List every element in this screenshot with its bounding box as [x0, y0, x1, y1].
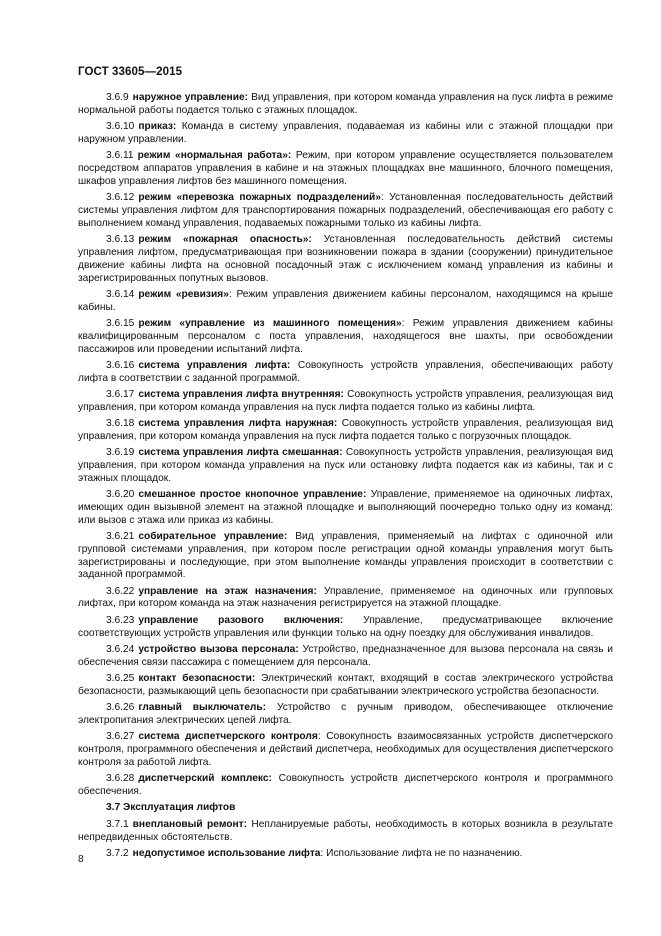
definition-text: Управление, применяемое на одиночных лифтах, имеющих один вызывной элемент на этажной площадке и выполняющий поочередно только одну из команд: или вызов с этажа или приказ из кабины. [78, 488, 613, 526]
definitions-group-3-7 [78, 819, 613, 861]
definition-text: : Режим управления движением кабины персоналом, находящимся на крыше кабины. [78, 288, 613, 313]
definition-text: Вид управления, применяемый на лифтах с одиночной или групповой системами управления, при котором после регистрации одной команды управления могут быть зарегистрированы и последующие, при этом выполнение команды управления происходит в соответствии с заданной программой. [78, 530, 613, 581]
definition-text: Режим, при котором управление осуществляется пользователем посредством аппаратов управления в кабине и на этажных площадках вне машинного, блочного помещения, шкафов управления лифтов без машинного помещения. [78, 150, 614, 187]
clause-number: 3.6.13 [106, 234, 135, 245]
defined-term: система управления лифта: [138, 359, 291, 371]
defined-term: управление разового включения: [138, 614, 344, 626]
clause-number: 3.6.16 [106, 359, 135, 371]
defined-term: устройство вызова персонала: [138, 643, 299, 655]
definition-text: Устройство, предназначенное для вызова персонала на связь и обеспечения связи пассажира с помещением для персонала. [78, 643, 613, 668]
clause-number: 3.6.17 [106, 388, 135, 400]
defined-term: система управления лифта смешанная: [138, 447, 343, 458]
definition-paragraph [78, 192, 613, 231]
definition-paragraph [78, 234, 613, 285]
definition-paragraph [78, 318, 613, 357]
definition-paragraph [78, 702, 613, 728]
defined-term: режим «ревизия» [138, 288, 229, 300]
clause-number: 3.6.23 [106, 614, 135, 626]
definition-text: : Совокупность взаимосвязанных устройств диспетчерского контроля, программного обеспечения и действий диспетчера, необходимых для осуществления диспетчерского контроля за работой лифта. [78, 731, 613, 768]
definition-text: Электрический контакт, входящий в состав электрического устройства безопасности, размыкающий цепь безопасности при срабатывании электрического устройства безопасности. [78, 672, 613, 697]
defined-term: собирательное управление: [138, 530, 288, 542]
defined-term: недопустимое использование лифта [132, 847, 321, 859]
section-heading: 3.7 Эксплуатация лифтов [106, 802, 236, 813]
defined-term: диспетчерский комплекс: [138, 772, 272, 784]
definition-text: Вид управления, при котором команда управления на пуск лифта в режиме нормальной работы подается только с этажных площадок. [78, 92, 613, 116]
definition-text: Совокупность устройств управления, реализующая вид управления, при котором команда управления на пуск лифта подается только с погрузочных площадок. [78, 417, 613, 442]
defined-term: управление на этаж назначения: [138, 585, 317, 597]
clause-number: 3.6.12 [106, 192, 135, 204]
clause-number: 3.6.10 [106, 121, 135, 133]
clause-number: 3.6.11 [106, 150, 134, 162]
document-header: ГОСТ 33605—2015 [78, 66, 183, 78]
defined-term: система управления лифта внутренняя: [138, 388, 344, 400]
definition-paragraph [78, 586, 613, 612]
definition-paragraph [78, 360, 613, 386]
defined-term: приказ: [138, 121, 177, 133]
definition-paragraph [78, 644, 613, 670]
defined-term: система диспетчерского контроля [138, 731, 318, 742]
definition-text: : Использование лифта не по назначению. [320, 847, 523, 859]
definition-paragraph [78, 121, 613, 147]
clause-number: 3.6.26 [106, 701, 135, 713]
clause-number: 3.6.24 [106, 643, 135, 655]
clause-number: 3.6.27 [106, 731, 135, 742]
clause-number: 3.6.9 [106, 92, 129, 103]
clause-number: 3.7.1 [106, 818, 129, 830]
definition-paragraph [78, 489, 613, 528]
defined-term: смешанное простое кнопочное управление: [138, 488, 367, 500]
defined-term: наружное управление: [132, 92, 249, 103]
definition-paragraph [78, 673, 613, 699]
definition-text: Устройство с ручным приводом, обеспечивающее отключение электропитания электрических цепей лифта. [78, 701, 613, 726]
definition-paragraph [78, 773, 613, 799]
definition-text: Совокупность устройств диспетчерского контроля и программного обеспечения. [78, 772, 614, 797]
clause-number: 3.6.15 [106, 317, 135, 329]
clause-number: 3.6.21 [106, 530, 135, 542]
definition-text: Управление, применяемое на одиночных или групповых лифтах, при котором команда на этаж назначения регистрируется на этажной площадке. [78, 585, 613, 610]
defined-term: режим «управление из машинного помещения» [138, 317, 402, 329]
definition-text: Совокупность устройств управления, обеспечивающих работу лифта в соответствии с заданной программой. [78, 359, 613, 384]
definition-paragraph [78, 150, 613, 189]
definition-text: : Режим управления движением кабины квалифицированным персоналом с поста управления, находящегося вне шахты, при освобождении пассажиров или проведении испытаний лифта. [78, 317, 613, 355]
definition-text: Непланируемые работы, необходимость в которых возникла в результате непредвиденных обстоятельств. [78, 818, 613, 843]
clause-number: 3.6.25 [106, 672, 135, 684]
clause-number: 3.6.19 [106, 447, 135, 458]
clause-number: 3.6.22 [106, 585, 135, 597]
definition-paragraph [78, 531, 613, 582]
definition-text: Совокупность устройств управления, реализующая вид управления, при котором команда управления на пуск лифта подается только из кабины лифта. [78, 388, 613, 413]
page-number: 8 [78, 854, 84, 865]
defined-term: главный выключатель: [138, 701, 267, 713]
defined-term: режим «пожарная опасность»: [138, 234, 312, 245]
definition-text: Совокупность устройств управления, реализующая вид управления, при котором команда управления на пуск или остановку лифта подается как из кабины, так и с этажных площадок. [78, 447, 613, 484]
clause-number: 3.6.20 [106, 488, 135, 500]
definition-text: Команда в систему управления, подаваемая из кабины или с этажной площадки при наружном управлении. [78, 121, 613, 145]
defined-term: контакт безопасности: [138, 672, 256, 684]
definition-text: Установленная последовательность действий системы управления лифтом, предусматривающая при возникновении пожара в здании (сооружении) принудительное движение кабины лифта на основной посадочный этаж с исключением команд управления из кабины и зарегистрированных попутных вызовов. [78, 234, 613, 284]
clause-number: 3.6.18 [106, 417, 135, 429]
definition-paragraph [78, 447, 613, 486]
definition-paragraph [78, 418, 613, 444]
definition-paragraph [78, 819, 613, 845]
definition-text: : Установленная последовательность действий системы управления лифтом для транспортирования пожарных подразделений, обеспечивающая его работу с выполнением команд управления, подаваемых пожарными только из кабины лифта. [78, 192, 614, 229]
defined-term: режим «нормальная работа»: [137, 150, 292, 162]
defined-term: режим «перевозка пожарных подразделений» [138, 192, 381, 204]
definition-paragraph [78, 848, 613, 861]
document-body [78, 92, 613, 864]
definition-text: Управление, предусматривающее включение соответствующих устройств управления или функции только на одну поездку для обслуживания инвалидов. [78, 614, 613, 639]
clause-number: 3.6.14 [106, 288, 135, 300]
clause-number: 3.6.28 [106, 772, 135, 784]
defined-term: система управления лифта наружная: [138, 417, 338, 429]
definitions-group-3-6 [78, 92, 613, 799]
definition-paragraph [78, 289, 613, 315]
definition-paragraph [78, 731, 613, 770]
definition-paragraph [78, 92, 613, 118]
definition-paragraph [78, 615, 613, 641]
defined-term: внеплановый ремонт: [132, 818, 247, 830]
definition-paragraph [78, 389, 613, 415]
clause-number: 3.7.2 [106, 847, 129, 859]
